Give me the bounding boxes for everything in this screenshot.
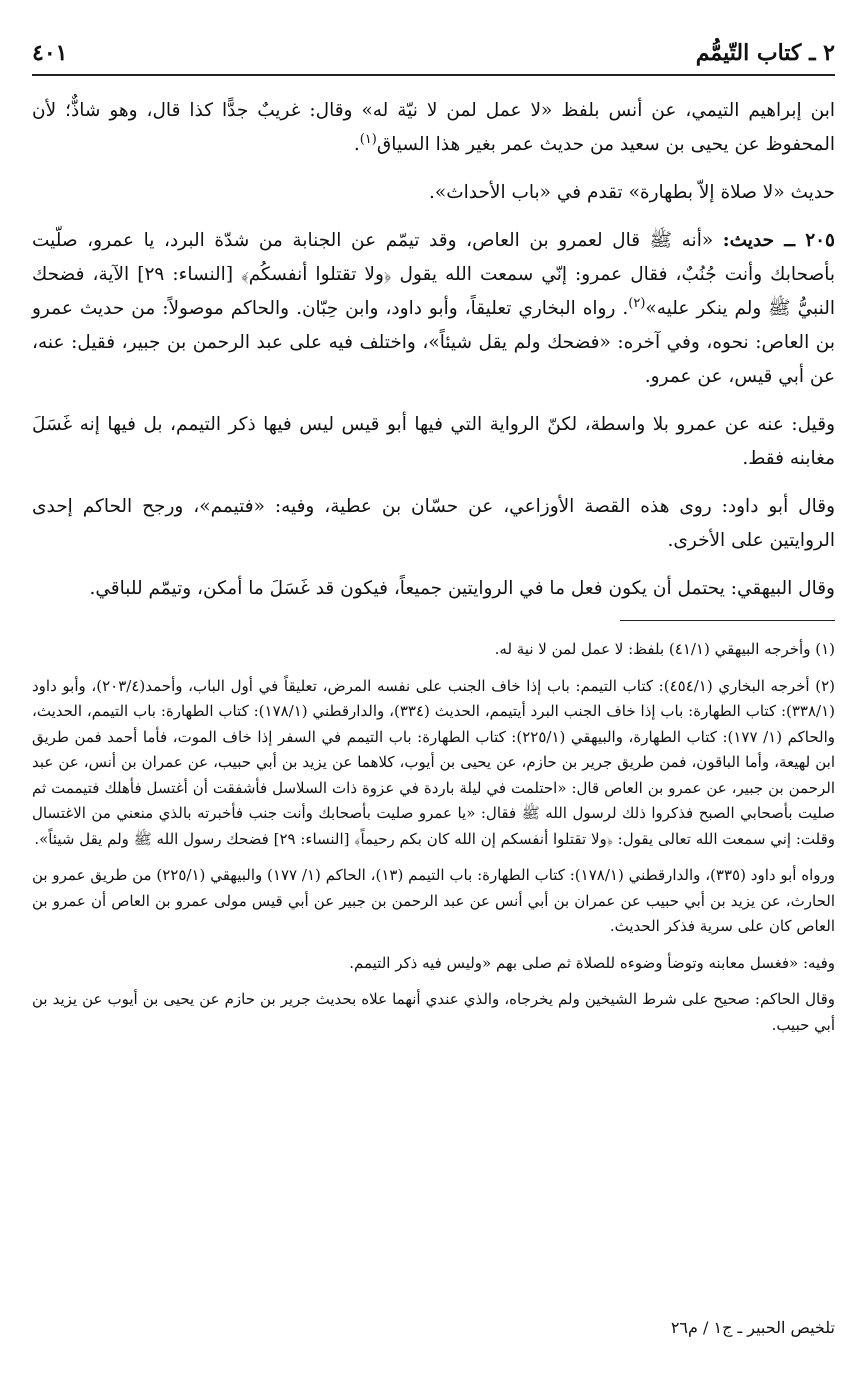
footnote-2: (٢) أخرجه البخاري (٤٥٤/١): كتاب التيمم: باب إذا خاف الجنب على نفسه المرض، تعليقاً في أول الباب، وأحمد(٢٠٣/٤)، وأبو داود (٣٣٨/١): كتاب الطهارة: باب إذا خاف الجنب البرد أيتيمم، الحديث (٣٣٤)، والدارقطني (١٧٨/١): كتاب الطهارة: باب التيمم، الحديث، والحاكم (١/ ١٧٧): كتاب الطهارة، والبيهقي (٢٢٥/١): كتاب الطهارة: باب التيمم في السفر إذا خاف الموت، فأما أحمد فمن طريق ابن لهيعة، وأما الباقون، فمن طريق جرير بن حازم، عن يحيى بن أيوب، كلاهما عن يزيد بن أبي حبيب، عن عمران بن أنس، عن عبد الرحمن بن جبير، عن عمرو بن العاص قال: «احتلمت في ليلة باردة في عزوة ذات السلاسل فأشفقت أن أغتسل فأهلك فتيممت ثم صليت بأصحابي الصبح فذكروا ذلك لرسول الله ﷺ فقال: «يا عمرو صليت بأصحابك وأنت جنب فأخبرته بالذي منعني من الاغتسال وقلت: إني سمعت الله تعالى يقول: ﴿ولا تقتلوا أنفسكم إن الله كان بكم رحيماً﴾ [النساء: ٢٩] فضحك رسول الله ﷺ ولم يقل شيئاً». xyxy=(32,676,836,848)
main-text xyxy=(32,94,835,606)
paragraph-6: وقال البيهقي: يحتمل أن يكون فعل ما في الروايتين جميعاً، فيكون قد غَسَلَ ما أمكن، وتيمّم للباقي. xyxy=(89,578,835,599)
footnote-separator xyxy=(620,620,835,621)
chapter-title: ٢ ـ كتاب التّيمُّم xyxy=(695,40,835,66)
running-header xyxy=(32,34,835,74)
page-footer-signature: تلخيص الحبير ـ ج١ / م٢٦ xyxy=(670,1318,835,1337)
footnote-2-hakim: وقال الحاكم: صحيح على شرط الشيخين ولم يخرجاه، والذي عندي أنهما علاه بحديث جرير بن حازم عن يحيى بن أيوب عن يزيد بن أبي حبيب. xyxy=(32,990,835,1034)
paragraph-1: ابن إبراهيم التيمي، عن أنس بلفظ «لا عمل لمن لا نيّة له» وقال: غريبٌ جدًّا كذا قال، وهو شاذٌّ؛ لأن المحفوظ عن يحيى بن سعيد من حديث عمر بغير هذا السياق$^{(١)}$. xyxy=(32,100,835,155)
hadith-number: ٢٠٥ ــ حديث: xyxy=(722,230,835,251)
footnotes xyxy=(32,637,835,1038)
document-page xyxy=(32,34,835,1049)
paragraph-5: وقال أبو داود: روى هذه القصة الأوزاعي، عن حسّان بن عطية، وفيه: «فتيمم»، ورجح الحاكم إحدى الروايتين على الأخرى. xyxy=(32,496,835,551)
paragraph-4: وقيل: عنه عن عمرو بلا واسطة، لكنّ الرواية التي فيها أبو قيس ليس فيها ذكر التيمم، بل فيها إنه غَسَلَ مغابنه فقط. xyxy=(32,414,835,469)
page-number: ٤٠١ xyxy=(32,40,68,66)
footnote-2-quote: وفيه: «فغسل معابنه وتوضأ وضوءه للصلاة ثم صلى بهم «وليس فيه ذكر التيمم. xyxy=(349,953,835,972)
footnote-1: (١) وأخرجه البيهقي (٤١/١) بلفظ: لا عمل لمن لا نية له. xyxy=(494,640,835,658)
footnote-ref-1: (١) xyxy=(359,131,377,147)
paragraph-2: حديث «لا صلاة إلاّ بطهارة» تقدم في «باب الأحداث». xyxy=(429,182,835,203)
header-rule xyxy=(32,74,835,76)
paragraph-3: ٢٠٥ ــ حديث: «أنه ﷺ قال لعمرو بن العاص، وقد تيمّم عن الجنابة من شدّة البرد، يا عمرو، صلّيت بأصحابك وأنت جُنُبٌ، فقال عمرو: إنّي سمعت الله يقول ﴿ولا تقتلوا أنفسكُم﴾ [النساء: ٢٩] الآية، فضحك النبيُّ ﷺ ولم ينكر عليه»$^{(٢)}$. رواه البخاري تعليقاً، وأبو داود، وابن حِبّان. والحاكم موصولاً: من حديث عمرو بن العاص: نحوه، وفي آخره: «فضحك ولم يقل شيئاً»، واختلف فيه على عبد الرحمن بن جبير، فقيل: عنه، عن أبي قيس، عن عمرو. xyxy=(32,230,835,387)
footnote-2-continued: ورواه أبو داود (٣٣٥)، والدارقطني (١٧٨/١): كتاب الطهارة: باب التيمم (١٣)، الحاكم (١/ ١٧٧) والبيهقي (٢٢٥/١) من طريق عمرو بن الحارث، عن يزيد بن أبي حبيب عن عمران بن أبي أنس عن عبد الرحمن بن جبير عن أبي قيس مولى عمرو بن العاص أن عمرو بن العاص كان على سرية فذكر الحديث. xyxy=(32,866,836,935)
footnote-ref-2: (٢) xyxy=(628,295,646,311)
